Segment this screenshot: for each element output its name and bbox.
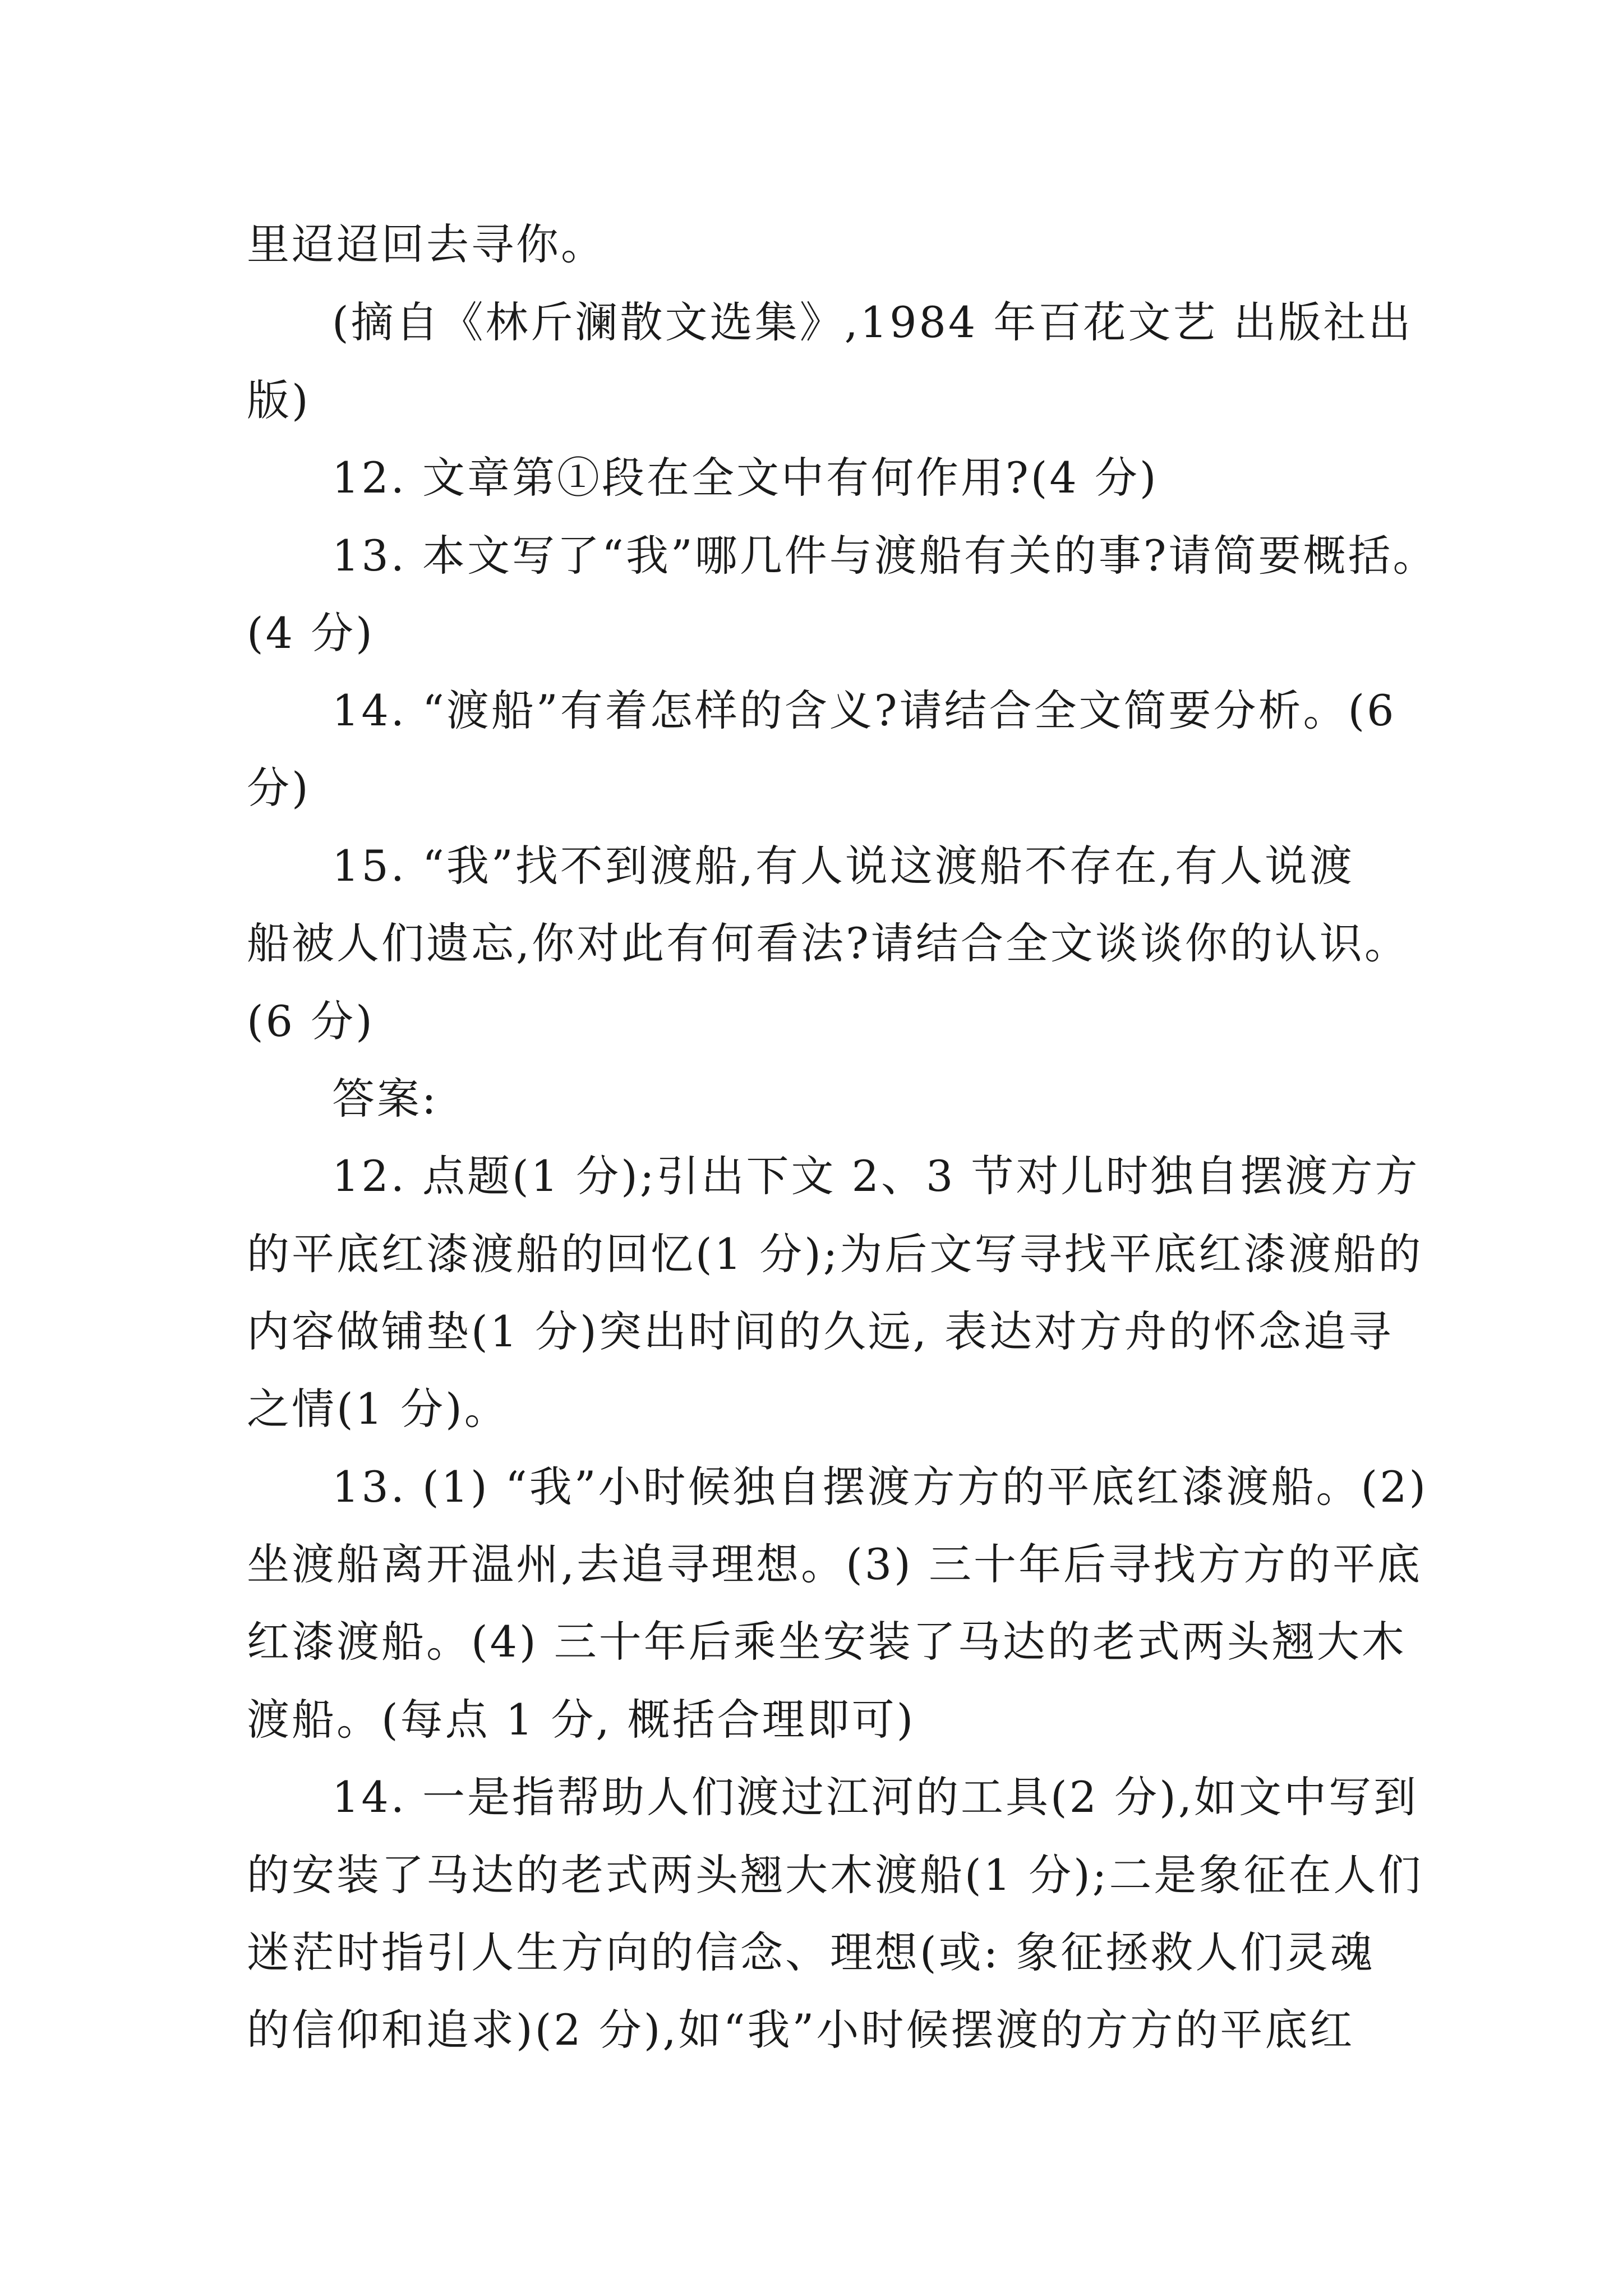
answer-12: 之情(1 分)。 — [247, 1384, 509, 1434]
question-14: 14. “渡船”有着怎样的含义?请结合全文简要分析。(6 — [332, 685, 1396, 735]
answer-14: 迷茫时指引人生方向的信念、理想(或: 象征拯救人们灵魂 — [247, 1927, 1375, 1977]
question-15-score: (6 分) — [247, 996, 375, 1046]
citation-line: 版) — [247, 375, 311, 425]
answer-14: 14. 一是指帮助人们渡过江河的工具(2 分),如文中写到 — [332, 1772, 1418, 1822]
answer-13: 13. (1) “我”小时候独自摆渡方方的平底红漆渡船。(2) — [332, 1462, 1428, 1512]
question-12: 12. 文章第①段在全文中有何作用?(4 分) — [332, 453, 1159, 503]
answer-13: 坐渡船离开温州,去追寻理想。(3) 三十年后寻找方方的平底 — [247, 1539, 1422, 1589]
question-14-score: 分) — [247, 763, 311, 813]
answer-13: 红漆渡船。(4) 三十年后乘坐安装了马达的老式两头翘大木 — [247, 1617, 1407, 1667]
answer-13: 渡船。(每点 1 分, 概括合理即可) — [247, 1695, 916, 1745]
answer-12: 内容做铺垫(1 分)突出时间的久远, 表达对方舟的怀念追寻 — [247, 1306, 1394, 1356]
answer-14: 的信仰和追求)(2 分),如“我”小时候摆渡的方方的平底红 — [247, 2005, 1355, 2055]
question-13-score: (4 分) — [247, 608, 375, 658]
question-15: 船被人们遗忘,你对此有何看法?请结合全文谈谈你的认识。 — [247, 918, 1409, 968]
answer-12: 的平底红漆渡船的回忆(1 分);为后文写寻找平底红漆渡船的 — [247, 1229, 1423, 1279]
answer-14: 的安装了马达的老式两头翘大木渡船(1 分);二是象征在人们 — [247, 1850, 1423, 1900]
citation-line: (摘自《林斤澜散文选集》,1984 年百花文艺 出版社出 — [332, 297, 1413, 347]
question-13: 13. 本文写了“我”哪几件与渡船有关的事?请简要概括。 — [332, 531, 1438, 581]
answer-heading: 答案: — [332, 1074, 439, 1124]
question-15: 15. “我”找不到渡船,有人说这渡船不存在,有人说渡 — [332, 841, 1355, 891]
text-line: 里迢迢回去寻你。 — [247, 219, 606, 269]
answer-12: 12. 点题(1 分);引出下文 2、3 节对儿时独自摆渡方方 — [332, 1151, 1420, 1201]
